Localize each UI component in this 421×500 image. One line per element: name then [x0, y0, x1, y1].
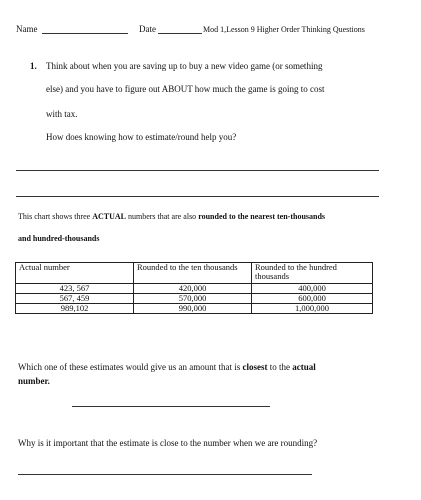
answer-line-3[interactable]: [18, 474, 312, 475]
question-1-line-3: with tax.: [46, 109, 78, 119]
table-header-cell: Actual number: [16, 263, 134, 284]
question-1-line-1: Think about when you are saving up to buy a new video game (or something: [46, 61, 323, 71]
question-2-text-b: to the: [267, 362, 293, 372]
table-cell: 400,000: [252, 284, 373, 294]
table-row: [16, 284, 373, 294]
question-2-text-a: Which one of these estimates would give us an amount that is: [18, 362, 243, 372]
question-1-line-2: else) and you have to figure out ABOUT how much the game is going to cost: [46, 84, 325, 94]
chart-intro-line-2: and hundred-thousands: [18, 234, 100, 243]
table-cell: 420,000: [134, 284, 252, 294]
answer-line-1b[interactable]: [16, 196, 379, 197]
chart-intro-text-b: numbers that are also: [125, 212, 199, 221]
table-header-row: [16, 263, 373, 284]
name-label: Name: [16, 24, 38, 34]
date-label: Date: [139, 24, 156, 34]
question-2-line-2: number.: [18, 376, 50, 386]
chart-intro-rounded: rounded to the nearest ten-thousands: [198, 212, 326, 221]
table-cell: 600,000: [252, 294, 373, 304]
question-1-number: 1.: [30, 61, 37, 71]
table-cell: 423, 567: [16, 284, 134, 294]
question-2-actual: actual: [292, 362, 316, 372]
table-row: [16, 294, 373, 304]
rounding-table: [15, 262, 373, 314]
chart-intro-text-a: This chart shows three: [18, 212, 93, 221]
question-2-closest: closest: [242, 362, 268, 372]
answer-line-1a[interactable]: [16, 170, 379, 171]
name-blank[interactable]: [42, 24, 128, 34]
chart-intro-actual: ACTUAL: [92, 212, 126, 221]
chart-intro-line-1: [18, 212, 325, 222]
answer-line-2[interactable]: [72, 406, 270, 407]
table-header-cell: Rounded to the ten thousands: [134, 263, 252, 284]
table-cell: 990,000: [134, 304, 252, 314]
worksheet-title: Mod 1,Lesson 9 Higher Order Thinking Questions: [203, 25, 365, 34]
question-2-line-1: [18, 362, 316, 373]
table-cell: 567, 459: [16, 294, 134, 304]
table-cell: 989,102: [16, 304, 134, 314]
table-header-cell: Rounded to the hundred thousands: [252, 263, 373, 284]
table-cell: 570,000: [134, 294, 252, 304]
question-1-prompt: How does knowing how to estimate/round help you?: [46, 132, 237, 142]
table-row: [16, 304, 373, 314]
table-cell: 1,000,000: [252, 304, 373, 314]
date-blank[interactable]: [158, 24, 202, 34]
question-3-text: Why is it important that the estimate is close to the number when we are rounding?: [18, 438, 318, 448]
